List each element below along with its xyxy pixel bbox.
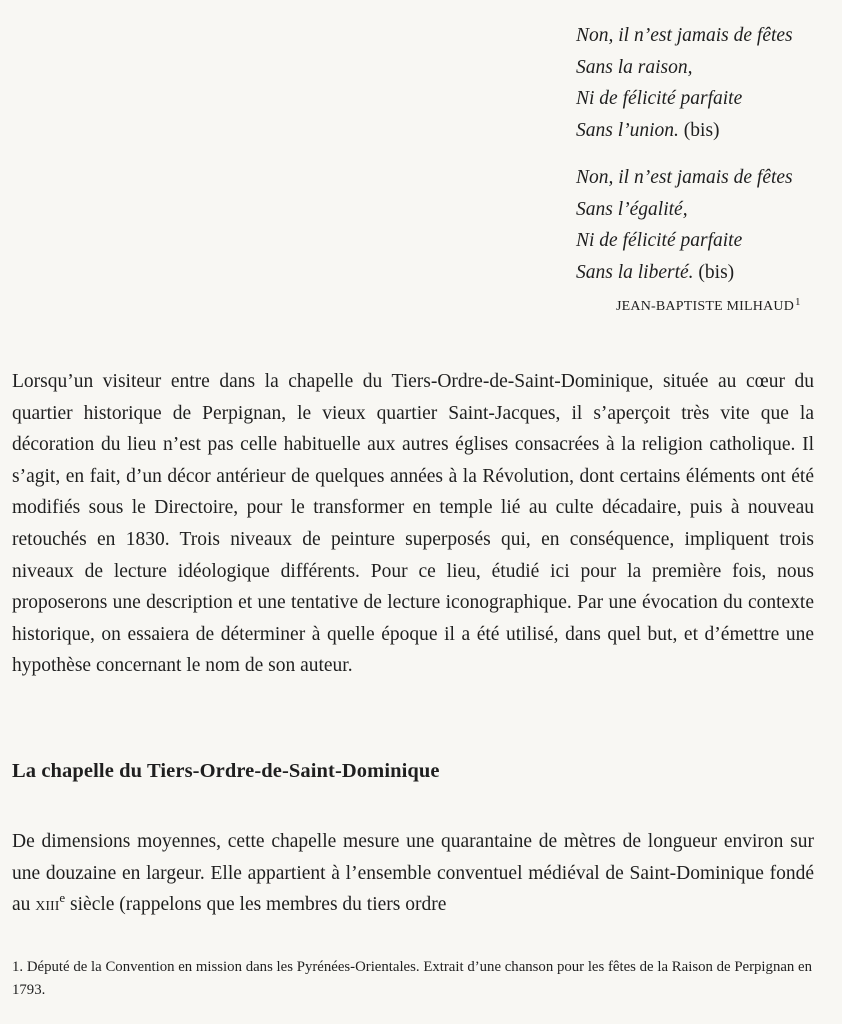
- author-name: JEAN-BAPTISTE MILHAUD: [616, 299, 795, 314]
- section-paragraph: [12, 826, 814, 921]
- footnote-number: 1.: [12, 959, 24, 975]
- paragraph-text-end: siècle (rappelons que les membres du tiers ordre: [65, 894, 447, 916]
- verse-text: Sans la raison,: [576, 56, 693, 78]
- poem-verse: [576, 257, 826, 289]
- verse-text: Sans la liberté.: [576, 261, 694, 283]
- poem-stanza: [576, 20, 826, 146]
- verse-text: Non, il n’est jamais de fêtes: [576, 167, 793, 188]
- verse-text: Ni de félicité parfaite: [576, 88, 743, 109]
- poem-verse: [576, 20, 826, 52]
- footnote-text: Député de la Convention en mission dans les Pyrénées-Orientales. Extrait d’une chanson pour les fêtes de la Raison de Perpignan en 1793.: [12, 959, 813, 998]
- verse-text: Non, il n’est jamais de fêtes: [576, 25, 793, 46]
- footnote: [12, 956, 812, 1002]
- poem-verse: [576, 194, 826, 226]
- verse-text: Ni de félicité parfaite: [576, 230, 743, 251]
- poem-stanza: [576, 162, 826, 288]
- verse-suffix: (bis): [678, 119, 720, 141]
- poem-verse: [576, 225, 826, 257]
- poem-verse: [576, 83, 826, 115]
- poem-verse: [576, 162, 826, 194]
- epigraph-poem: [576, 20, 826, 288]
- century-numeral: xiii: [35, 894, 60, 916]
- epigraph-author: [616, 296, 801, 315]
- intro-paragraph: Lorsqu’un visiteur entre dans la chapelle du Tiers-Ordre-de-Saint-Dominique, située au cœur du quartier historique de Perpignan, le vieux quartier Saint-Jacques, il s’aperçoit très vite que la décoration du lieu n’est pas celle habituelle aux autres églises consacrées à la religion catholique. Il s’agit, en fait, d’un décor antérieur de quelques années à la Révolution, dont certains éléments ont été modifiés sous le Directoire, pour le transformer en temple lié au culte décadaire, puis à nouveau retouchés en 1830. Trois niveaux de peinture superposés qui, en conséquence, impliquent trois niveaux de lecture idéologique différents. Pour ce lieu, étudié ici pour la première fois, nous proposerons une description et une tentative de lecture iconographique. Par une évocation du contexte historique, on essaiera de déterminer à quelle époque il a été utilisé, dans quel but, et d’émettre une hypothèse concernant le nom de son auteur.: [12, 371, 814, 677]
- verse-text: Sans l’égalité,: [576, 198, 688, 220]
- footnote-reference: 1: [795, 296, 801, 308]
- poem-verse: [576, 52, 826, 84]
- verse-suffix: (bis): [693, 261, 735, 283]
- century-suffix: e: [59, 890, 66, 906]
- poem-verse: [576, 115, 826, 147]
- section-heading: La chapelle du Tiers-Ordre-de-Saint-Dominique: [12, 760, 440, 782]
- verse-text: Sans l’union.: [576, 119, 679, 141]
- paragraph-text-start: De dimensions moyennes, cette chapelle mesure une quarantaine de mètres de longueur environ sur une douzaine en largeur. Elle appartient à l’ensemble conventuel médiéval de Saint-Dominique fondé au: [12, 831, 814, 916]
